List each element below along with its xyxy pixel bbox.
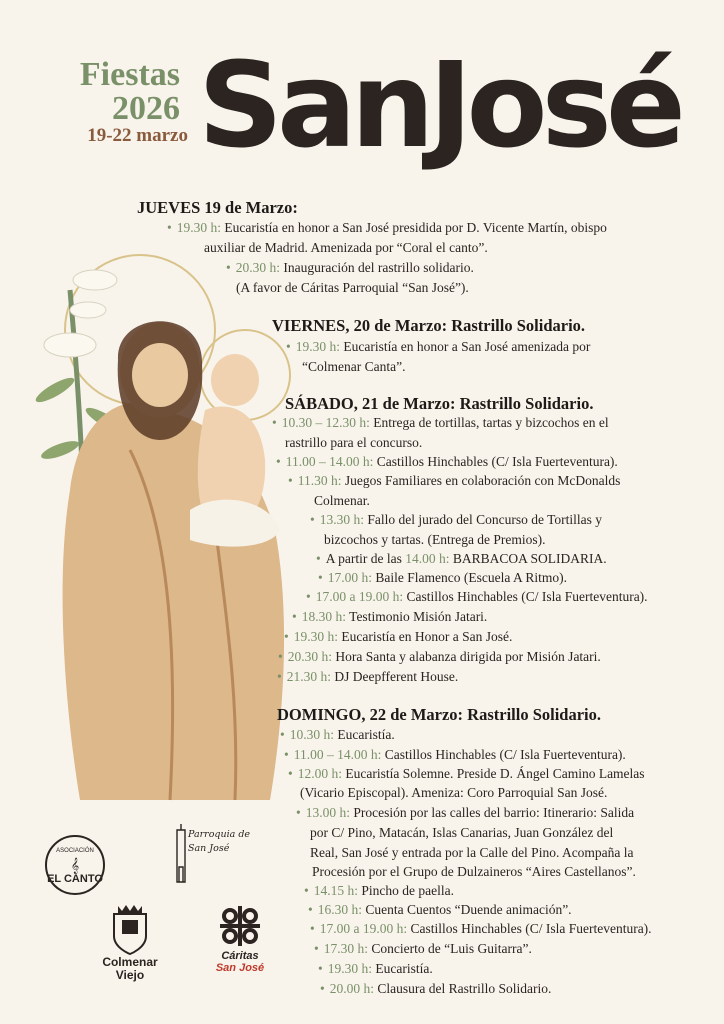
thursday-item-line (167, 218, 607, 237)
treble-clef-icon: 𝄞 (70, 858, 80, 874)
bullet-icon: • (296, 805, 301, 820)
parroquia-text-2: San José (188, 843, 230, 854)
item-text: Pincho de paella. (361, 883, 454, 898)
friday-item-line (302, 357, 405, 376)
bullet-icon: • (310, 921, 315, 936)
item-text: auxiliar de Madrid. Amenizada por “Coral el canto”. (204, 240, 488, 255)
colmenar-text-2: Viejo (115, 968, 145, 982)
saturday-item-line (314, 491, 370, 510)
item-time: 20.30 h: (235, 260, 280, 275)
bullet-icon: • (286, 339, 291, 354)
bullet-icon: • (318, 961, 323, 976)
item-text: Eucaristía. (337, 727, 395, 742)
item-text: Testimonio Misión Jatari. (349, 609, 488, 624)
item-time: 20.30 h: (287, 649, 332, 664)
item-time: 19.30 h: (293, 629, 338, 644)
saturday-item-line (276, 452, 618, 471)
item-text: Juegos Familiares en colaboración con McDonalds (344, 473, 621, 488)
item-time: 17.00 a 19.00 h: (315, 589, 404, 604)
sunday-item-line (284, 745, 626, 764)
saturday-item-line (310, 510, 602, 529)
colmenar-text-1: Colmenar (102, 955, 158, 969)
sunday-item-line (312, 862, 636, 881)
item-time: 11.00 – 14.00 h: (293, 747, 382, 762)
saturday-item-line (272, 413, 609, 432)
item-text: Inauguración del rastrillo solidario. (283, 260, 474, 275)
item-text: Fallo del jurado del Concurso de Tortillas y (367, 512, 603, 527)
item-time: 14.15 h: (313, 883, 358, 898)
item-time: 16.30 h: (317, 902, 362, 917)
item-time: 11.00 – 14.00 h: (285, 454, 374, 469)
header-fiestas (50, 58, 180, 126)
item-time: 21.30 h: (286, 669, 331, 684)
item-text: Baile Flamenco (Escuela A Ritmo). (375, 570, 567, 585)
item-time: 17.00 a 19.00 h: (319, 921, 408, 936)
item-time: 17.00 h: (327, 570, 372, 585)
el-canto-text: EL CANTO (47, 873, 103, 885)
bullet-icon: • (318, 570, 323, 585)
sunday-item-line (310, 919, 652, 938)
sunday-item-line (304, 881, 454, 900)
item-time: 13.00 h: (305, 805, 350, 820)
saturday-item-line (324, 530, 546, 549)
bullet-icon: • (304, 883, 309, 898)
bullet-icon: • (280, 727, 285, 742)
item-text: Castillos Hinchables (C/ Isla Fuerteventura). (384, 747, 626, 762)
saint-joseph-illustration (10, 250, 310, 810)
thursday-heading: JUEVES 19 de Marzo: (137, 198, 298, 217)
item-text: Castillos Hinchables (C/ Isla Fuerteventura). (410, 921, 652, 936)
item-time: 19.30 h: (327, 961, 372, 976)
page-title: SanJosé (198, 36, 680, 174)
item-time: 12.00 h: (297, 766, 342, 781)
sunday-item-line (280, 725, 395, 744)
sunday-item-line (310, 843, 634, 862)
item-text: Entrega de tortillas, tartas y bizcochos en el (373, 415, 609, 430)
bullet-icon: • (288, 766, 293, 781)
item-time: 10.30 – 12.30 h: (281, 415, 370, 430)
saturday-item-line (318, 568, 567, 587)
bullet-icon: • (226, 260, 231, 275)
coat-of-arms-icon (108, 902, 152, 956)
item-text: Castillos Hinchables (C/ Isla Fuerteventura). (406, 589, 648, 604)
bullet-icon: • (310, 512, 315, 527)
caritas-logo (200, 902, 280, 974)
item-text: (Vicario Episcopal). Ameniza: Coro Parroquial San José. (300, 785, 608, 800)
el-canto-top-text: ASOCIACIÓN (56, 848, 94, 854)
item-text: DJ Deepfferent House. (334, 669, 459, 684)
colmenar-logo (100, 902, 160, 982)
item-time: 19.30 h: (176, 220, 221, 235)
item-text: Real, San José y entrada por la Calle del Pino. Acompaña la (310, 845, 634, 860)
saturday-heading: SÁBADO, 21 de Marzo: Rastrillo Solidario. (285, 394, 594, 413)
thursday-item-line (204, 238, 488, 257)
saturday-item-line (288, 471, 620, 490)
bullet-icon: • (167, 220, 172, 235)
sunday-item-line (308, 900, 572, 919)
sunday-item-line (320, 979, 551, 998)
caritas-cross-icon (216, 902, 264, 950)
bullet-icon: • (320, 981, 325, 996)
item-text: Clausura del Rastrillo Solidario. (377, 981, 552, 996)
item-text: Eucaristía Solemne. Preside D. Ángel Camino Lamelas (345, 766, 645, 781)
item-text: por C/ Pino, Matacán, Islas Canarias, Juan González del (310, 825, 614, 840)
item-text: Procesión por el Grupo de Dulzaineros “Aires Castellanos”. (312, 864, 636, 879)
saturday-item-line (306, 587, 648, 606)
item-text: “Colmenar Canta”. (302, 359, 406, 374)
saturday-item-line (278, 647, 601, 666)
bullet-icon: • (276, 454, 281, 469)
caritas-text: Cáritas (221, 950, 259, 962)
item-text: Eucaristía en honor a San José presidida por D. Vicente Martín, obispo (224, 220, 607, 235)
saturday-item-line (292, 607, 487, 626)
fiestas-label: Fiestas (79, 56, 180, 93)
item-text: rastrillo para el concurso. (285, 435, 423, 450)
friday-heading: VIERNES, 20 de Marzo: Rastrillo Solidario. (272, 316, 586, 335)
sunday-item-line (300, 783, 607, 802)
parroquia-logo (172, 822, 251, 884)
bullet-icon: • (288, 473, 293, 488)
item-time: 19.30 h: (295, 339, 340, 354)
header-dates: 19-22 marzo (87, 125, 188, 146)
bullet-icon: • (272, 415, 277, 430)
item-text: Castillos Hinchables (C/ Isla Fuerteventura). (376, 454, 618, 469)
bullet-icon: • (306, 589, 311, 604)
friday-item-line (286, 337, 590, 356)
item-time: 20.00 h: (329, 981, 374, 996)
item-text: Eucaristía. (375, 961, 433, 976)
saturday-item-line (285, 433, 422, 452)
caritas-sub-text: San José (215, 962, 265, 974)
saturday-item-line (316, 549, 607, 568)
item-text: BARBACOA SOLIDARIA. (452, 551, 607, 566)
item-time: 13.30 h: (319, 512, 364, 527)
item-text: Hora Santa y alabanza dirigida por Misión Jatari. (335, 649, 601, 664)
item-text: bizcochos y tartas. (Entrega de Premios). (324, 532, 546, 547)
bullet-icon: • (277, 669, 282, 684)
thursday-item-line (236, 278, 469, 297)
sunday-heading: DOMINGO, 22 de Marzo: Rastrillo Solidario. (277, 705, 602, 724)
el-canto-logo (42, 834, 108, 896)
bullet-icon: • (308, 902, 313, 917)
sunday-item-line (318, 959, 433, 978)
item-text: Cuenta Cuentos “Duende animación”. (365, 902, 572, 917)
item-time: 10.30 h: (289, 727, 334, 742)
item-time: 18.30 h: (301, 609, 346, 624)
bullet-icon: • (278, 649, 283, 664)
saturday-item-line (284, 627, 512, 646)
item-prefix: A partir de las (325, 551, 402, 566)
parroquia-text-1: Parroquia de (188, 829, 251, 840)
item-text: Colmenar. (314, 493, 370, 508)
sunday-item-line (314, 939, 532, 958)
thursday-item-line (226, 258, 474, 277)
bullet-icon: • (284, 629, 289, 644)
item-time: 17.30 h: (323, 941, 368, 956)
bullet-icon: • (316, 551, 321, 566)
item-time: 14.00 h: (405, 551, 450, 566)
item-text: Eucaristía en honor a San José amenizada por (343, 339, 591, 354)
bullet-icon: • (314, 941, 319, 956)
item-text: Concierto de “Luis Guitarra”. (371, 941, 532, 956)
bullet-icon: • (292, 609, 297, 624)
item-text: Eucaristía en Honor a San José. (341, 629, 513, 644)
item-text: (A favor de Cáritas Parroquial “San José”). (236, 280, 469, 295)
sunday-item-line (296, 803, 634, 822)
item-text: Procesión por las calles del barrio: Itinerario: Salida (353, 805, 635, 820)
bullet-icon: • (284, 747, 289, 762)
item-time: 11.30 h: (297, 473, 342, 488)
sunday-item-line (288, 764, 645, 783)
year-label: 2026 (112, 90, 180, 127)
sunday-item-line (310, 823, 613, 842)
saturday-item-line (277, 667, 458, 686)
